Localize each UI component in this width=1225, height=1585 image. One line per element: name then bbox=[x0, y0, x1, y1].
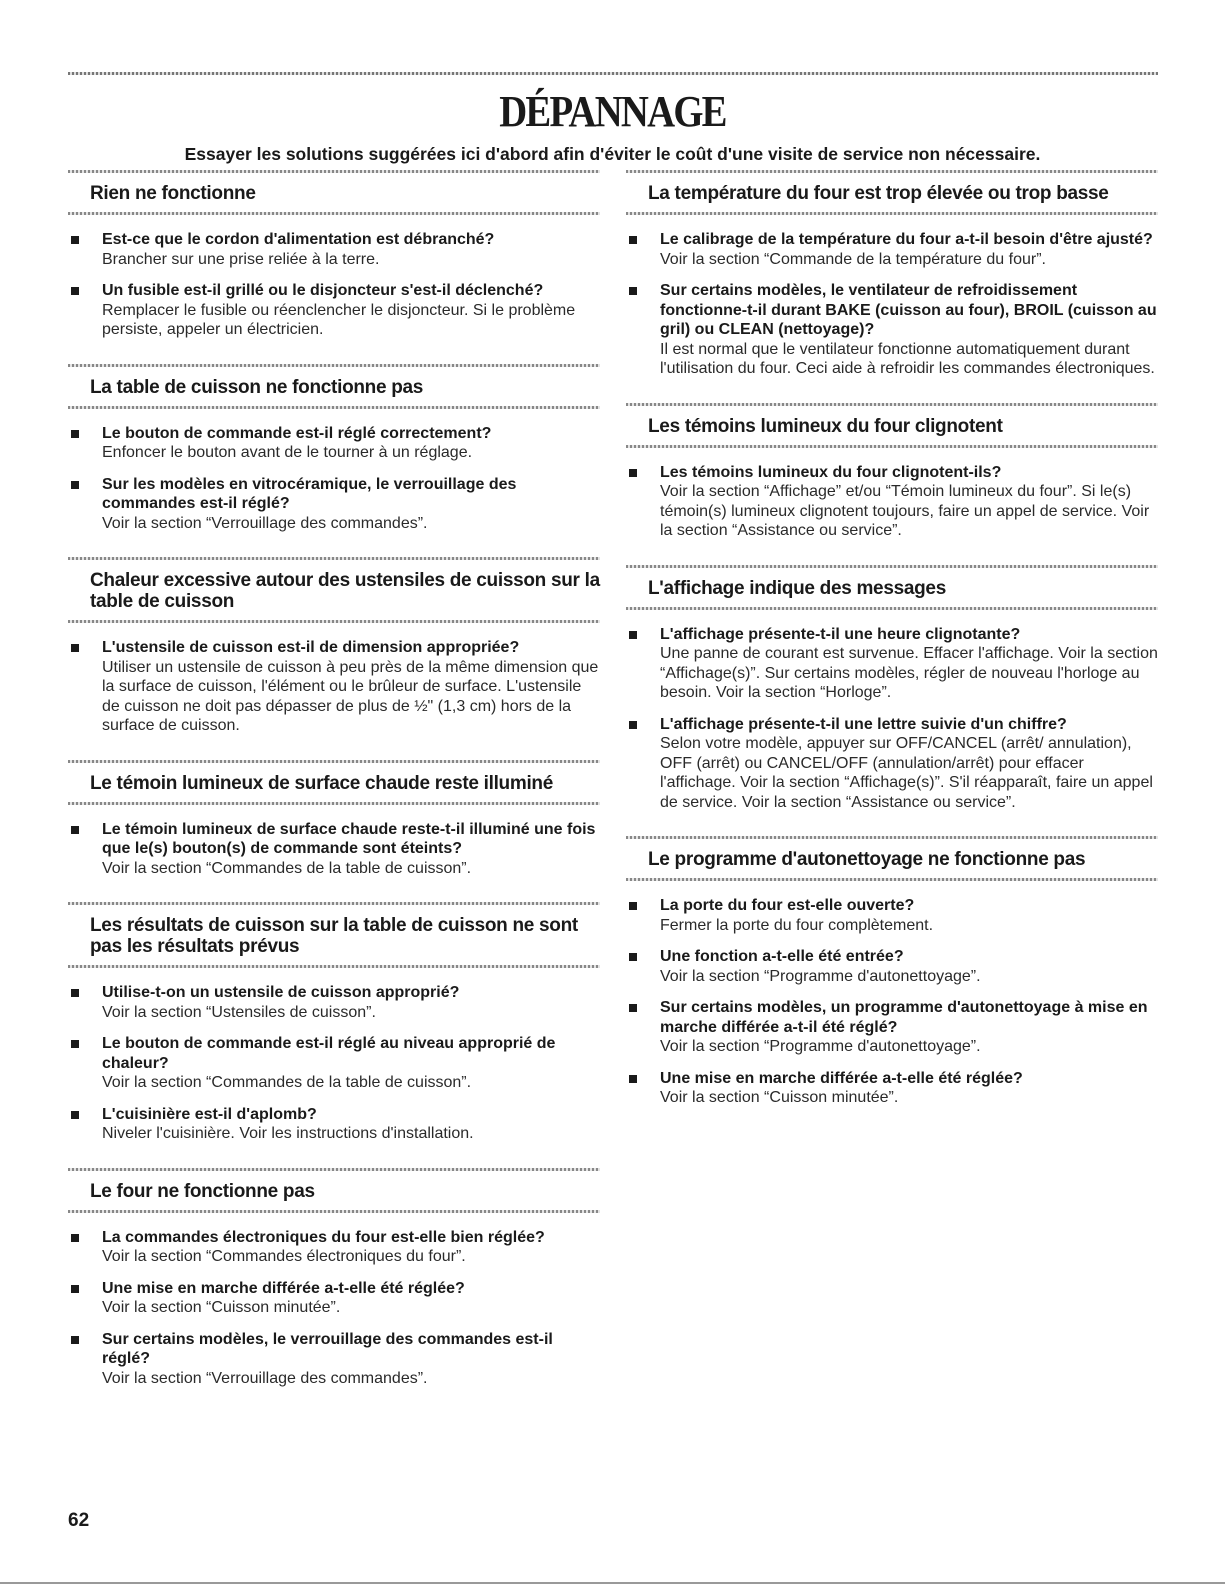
troubleshooting-section bbox=[68, 364, 600, 558]
square-bullet-icon bbox=[71, 1111, 79, 1119]
troubleshooting-section bbox=[626, 565, 1158, 837]
answer-text: Voir la section “Verrouillage des commandes”. bbox=[102, 514, 428, 532]
answer-text: Une panne de courant est survenue. Effacer l'affichage. Voir la section “Affichage(s)”. Sur certains modèles, régler de nouveau l'horloge au besoin. Voir la section “Horloge”. bbox=[660, 645, 1158, 701]
answer-text: Voir la section “Commandes électroniques du four”. bbox=[102, 1248, 466, 1265]
answer-text: Voir la section “Programme d'autonettoyage”. bbox=[660, 1038, 981, 1055]
question-list bbox=[68, 1213, 600, 1413]
question-text: La commandes électroniques du four est-elle bien réglée? bbox=[102, 1228, 545, 1246]
square-bullet-icon bbox=[71, 481, 79, 489]
question-item bbox=[68, 1105, 600, 1144]
question-text: Le bouton de commande est-il réglé au niveau approprié de chaleur? bbox=[102, 1035, 556, 1072]
troubleshooting-section bbox=[68, 760, 600, 903]
section-heading: La table de cuisson ne fonctionne pas bbox=[90, 376, 424, 398]
answer-text: Voir la section “Cuisson minutée”. bbox=[660, 1089, 899, 1106]
answer-text: Brancher sur une prise reliée à la terre. bbox=[102, 250, 380, 268]
question-text: L'ustensile de cuisson est-il de dimension appropriée? bbox=[102, 639, 520, 656]
question-item bbox=[626, 896, 1158, 935]
troubleshooting-section bbox=[626, 170, 1158, 403]
square-bullet-icon bbox=[629, 1004, 637, 1012]
question-item bbox=[626, 1069, 1158, 1108]
section-heading: La température du four est trop élevée ou trop basse bbox=[648, 183, 1109, 204]
question-text: Un fusible est-il grillé ou le disjoncteur s'est-il déclenché? bbox=[102, 282, 544, 299]
question-list bbox=[68, 409, 600, 558]
top-rule bbox=[68, 72, 1158, 75]
troubleshooting-section bbox=[626, 403, 1158, 565]
question-list bbox=[626, 610, 1158, 837]
answer-text: Voir la section “Verrouillage des commandes”. bbox=[102, 1369, 428, 1387]
question-item bbox=[68, 638, 600, 736]
question-text: Les témoins lumineux du four clignotent-ils? bbox=[660, 463, 1002, 481]
question-item bbox=[626, 230, 1158, 269]
question-list bbox=[68, 805, 600, 903]
square-bullet-icon bbox=[629, 721, 637, 729]
question-list bbox=[68, 215, 600, 364]
square-bullet-icon bbox=[71, 826, 79, 834]
question-item bbox=[626, 463, 1158, 541]
question-item bbox=[68, 983, 600, 1022]
question-text: Sur certains modèles, le ventilateur de refroidissement fonctionne-t-il durant BAKE (cuisson au four), BROIL (cuisson au gril) ou CLEAN (nettoyage)? bbox=[660, 282, 1157, 338]
square-bullet-icon bbox=[71, 236, 79, 244]
answer-text: Remplacer le fusible ou réenclencher le disjoncteur. Si le problème persiste, appeler un électricien. bbox=[102, 301, 576, 338]
square-bullet-icon bbox=[71, 989, 79, 997]
question-list bbox=[626, 881, 1158, 1132]
question-text: Le bouton de commande est-il réglé correctement? bbox=[102, 424, 492, 442]
troubleshooting-section bbox=[68, 902, 600, 1168]
question-item bbox=[68, 230, 600, 269]
question-text: L'affichage présente-t-il une lettre suivie d'un chiffre? bbox=[660, 715, 1067, 733]
question-text: Est-ce que le cordon d'alimentation est débranché? bbox=[102, 231, 495, 248]
answer-text: Enfoncer le bouton avant de le tourner à un réglage. bbox=[102, 444, 473, 461]
question-text: Une mise en marche différée a-t-elle été réglée? bbox=[102, 1279, 465, 1297]
question-item bbox=[68, 1228, 600, 1267]
section-heading: Chaleur excessive autour des ustensiles de cuisson sur la table de cuisson bbox=[90, 570, 600, 612]
square-bullet-icon bbox=[629, 631, 637, 639]
question-text: Sur certains modèles, un programme d'autonettoyage à mise en marche différée a-t-il été réglé? bbox=[660, 999, 1148, 1036]
question-text: Le témoin lumineux de surface chaude reste-t-il illuminé une fois que le(s) bouton(s) de commande sont éteints? bbox=[102, 820, 596, 857]
section-heading: Rien ne fonctionne bbox=[90, 183, 256, 204]
square-bullet-icon bbox=[71, 287, 79, 295]
question-text: Une mise en marche différée a-t-elle été réglée? bbox=[660, 1069, 1023, 1087]
intro-text: Essayer les solutions suggérées ici d'abord afin d'éviter le coût d'une visite de service non nécessaire. bbox=[184, 144, 1041, 164]
section-heading: L'affichage indique des messages bbox=[648, 577, 946, 599]
answer-text: Voir la section “Programme d'autonettoyage”. bbox=[660, 967, 981, 985]
troubleshooting-section bbox=[68, 170, 600, 364]
question-text: Sur les modèles en vitrocéramique, le verrouillage des commandes est-il réglé? bbox=[102, 475, 517, 512]
square-bullet-icon bbox=[629, 902, 637, 910]
question-text: Utilise-t-on un ustensile de cuisson approprié? bbox=[102, 984, 460, 1001]
square-bullet-icon bbox=[629, 469, 637, 477]
question-text: La porte du four est-elle ouverte? bbox=[660, 897, 915, 914]
answer-text: Voir la section “Cuisson minutée”. bbox=[102, 1299, 341, 1316]
square-bullet-icon bbox=[629, 287, 637, 295]
answer-text: Voir la section “Commandes de la table de cuisson”. bbox=[102, 1074, 472, 1091]
question-list bbox=[626, 448, 1158, 565]
left-column bbox=[68, 170, 600, 1412]
question-list bbox=[68, 623, 600, 760]
answer-text: Voir la section “Ustensiles de cuisson”. bbox=[102, 1003, 376, 1021]
square-bullet-icon bbox=[71, 1336, 79, 1344]
page-bottom-edge bbox=[0, 1582, 1225, 1584]
troubleshooting-section bbox=[68, 1168, 600, 1413]
answer-text: Selon votre modèle, appuyer sur OFF/CANCEL (arrêt/ annulation), OFF (arrêt) ou CANCEL/OFF (annulation/arrêt) pour effacer l'affichage. Voir la section “Affichage(s)”. S'il réapparaît, faire un appel de service. Voir la section “Assistance ou service”. bbox=[660, 735, 1153, 811]
question-item bbox=[68, 281, 600, 340]
question-list bbox=[68, 968, 600, 1168]
section-heading: Les résultats de cuisson sur la table de cuisson ne sont pas les résultats prévus bbox=[90, 915, 578, 957]
question-item bbox=[68, 820, 600, 879]
question-text: Le calibrage de la température du four a-t-il besoin d'être ajusté? bbox=[660, 231, 1153, 248]
question-item bbox=[68, 475, 600, 534]
right-column bbox=[626, 170, 1158, 1132]
square-bullet-icon bbox=[71, 1040, 79, 1048]
troubleshooting-section bbox=[68, 557, 600, 760]
section-heading: Le four ne fonctionne pas bbox=[90, 1180, 315, 1202]
question-item bbox=[626, 998, 1158, 1057]
answer-text: Voir la section “Commandes de la table de cuisson”. bbox=[102, 859, 472, 877]
answer-text: Voir la section “Affichage” et/ou “Témoin lumineux du four”. Si le(s) témoin(s) lumineux clignotent toujours, faire un appel de service. Voir la section “Assistance ou service”. bbox=[660, 483, 1150, 539]
page-number: 62 bbox=[68, 1510, 90, 1531]
answer-text: Fermer la porte du four complètement. bbox=[660, 916, 934, 934]
answer-text: Il est normal que le ventilateur fonctionne automatiquement durant l'utilisation du four. Ceci aide à refroidir les commandes électroniques. bbox=[660, 340, 1155, 377]
question-item bbox=[68, 1279, 600, 1318]
answer-text: Utiliser un ustensile de cuisson à peu près de la même dimension que la surface de cuisson, l'élément ou le brûleur de surface. L'ustensile de cuisson ne doit pas dépasser de plus de ½" (1,3 cm) hors de la surface de cuisson. bbox=[102, 658, 599, 734]
question-item bbox=[626, 947, 1158, 986]
question-text: Sur certains modèles, le verrouillage des commandes est-il réglé? bbox=[102, 1330, 553, 1367]
question-item bbox=[626, 715, 1158, 813]
question-list bbox=[626, 215, 1158, 403]
question-item bbox=[68, 424, 600, 463]
question-text: Une fonction a-t-elle été entrée? bbox=[660, 948, 904, 965]
section-heading: Les témoins lumineux du four clignotent bbox=[648, 415, 1003, 437]
square-bullet-icon bbox=[71, 1234, 79, 1242]
question-item bbox=[68, 1034, 600, 1093]
square-bullet-icon bbox=[71, 644, 79, 652]
square-bullet-icon bbox=[71, 430, 79, 438]
square-bullet-icon bbox=[71, 1285, 79, 1293]
troubleshooting-section bbox=[626, 836, 1158, 1132]
answer-text: Niveler l'cuisinière. Voir les instructions d'installation. bbox=[102, 1125, 474, 1142]
question-item bbox=[626, 625, 1158, 703]
question-item bbox=[68, 1330, 600, 1389]
question-text: L'cuisinière est-il d'aplomb? bbox=[102, 1105, 317, 1123]
question-item bbox=[626, 281, 1158, 379]
answer-text: Voir la section “Commande de la température du four”. bbox=[660, 250, 1046, 268]
question-text: L'affichage présente-t-il une heure clignotante? bbox=[660, 625, 1021, 643]
square-bullet-icon bbox=[629, 236, 637, 244]
page-title: DÉPANNAGE bbox=[499, 87, 726, 136]
square-bullet-icon bbox=[629, 1075, 637, 1083]
section-heading: Le programme d'autonettoyage ne fonctionne pas bbox=[648, 849, 1086, 870]
square-bullet-icon bbox=[629, 953, 637, 961]
section-heading: Le témoin lumineux de surface chaude reste illuminé bbox=[90, 772, 554, 794]
